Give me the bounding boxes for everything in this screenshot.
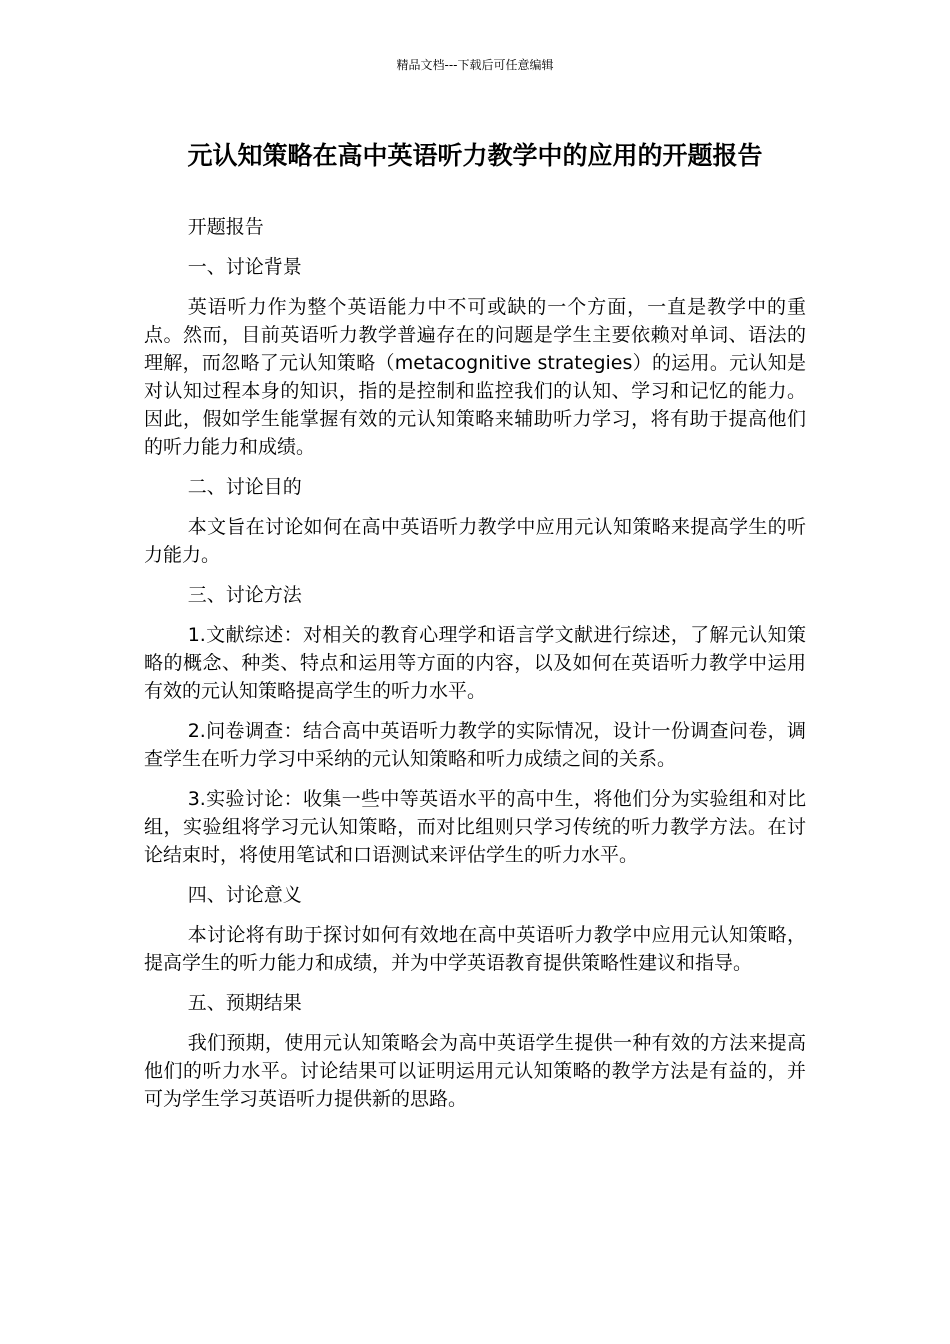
method-item-experiment: 3.实验讨论：收集一些中等英语水平的高中生，将他们分为实验组和对比组，实验组将学习元认知策略，而对比组则只学习传统的听力教学方法。在讨论结束时，将使用笔试和口语测试来评估学生的听力水平。 — [144, 788, 806, 866]
page-header: 精品文档---下载后可任意编辑 — [396, 58, 554, 72]
section-paragraph-background: 英语听力作为整个英语能力中不可或缺的一个方面，一直是教学中的重点。然而，目前英语听力教学普遍存在的问题是学生主要依赖对单词、语法的理解，而忽略了元认知策略（metacognitive strategies）的运用。元认知是对认知过程本身的知识，指的是控制和监控我们的认知、学习和记忆的能力。因此，假如学生能掌握有效的元认知策略来辅助听力学习，将有助于提高他们的听力能力和成绩。 — [144, 296, 806, 458]
document-body — [144, 213, 806, 1125]
section-heading-background: 一、讨论背景 — [187, 256, 302, 278]
section-paragraph-significance: 本讨论将有助于探讨如何有效地在高中英语听力教学中应用元认知策略，提高学生的听力能力和成绩，并为中学英语教育提供策略性建议和指导。 — [144, 924, 806, 974]
method-item-questionnaire: 2.问卷调查：结合高中英语听力教学的实际情况，设计一份调查问卷，调查学生在听力学习中采纳的元认知策略和听力成绩之间的关系。 — [144, 720, 806, 770]
section-paragraph-purpose: 本文旨在讨论如何在高中英语听力教学中应用元认知策略来提高学生的听力能力。 — [144, 516, 806, 566]
section-heading-method: 三、讨论方法 — [187, 584, 302, 606]
section-heading-purpose: 二、讨论目的 — [187, 476, 302, 498]
section-heading-significance: 四、讨论意义 — [187, 884, 302, 906]
document-title: 元认知策略在高中英语听力教学中的应用的开题报告 — [187, 141, 763, 170]
section-paragraph-expected: 我们预期，使用元认知策略会为高中英语学生提供一种有效的方法来提高他们的听力水平。讨论结果可以证明运用元认知策略的教学方法是有益的，并可为学生学习英语听力提供新的思路。 — [144, 1032, 806, 1110]
method-item-literature-review: 1.文献综述：对相关的教育心理学和语言学文献进行综述，了解元认知策略的概念、种类、特点和运用等方面的内容，以及如何在英语听力教学中运用有效的元认知策略提高学生的听力水平。 — [144, 624, 806, 702]
report-label: 开题报告 — [187, 216, 264, 238]
section-heading-expected: 五、预期结果 — [187, 992, 302, 1014]
